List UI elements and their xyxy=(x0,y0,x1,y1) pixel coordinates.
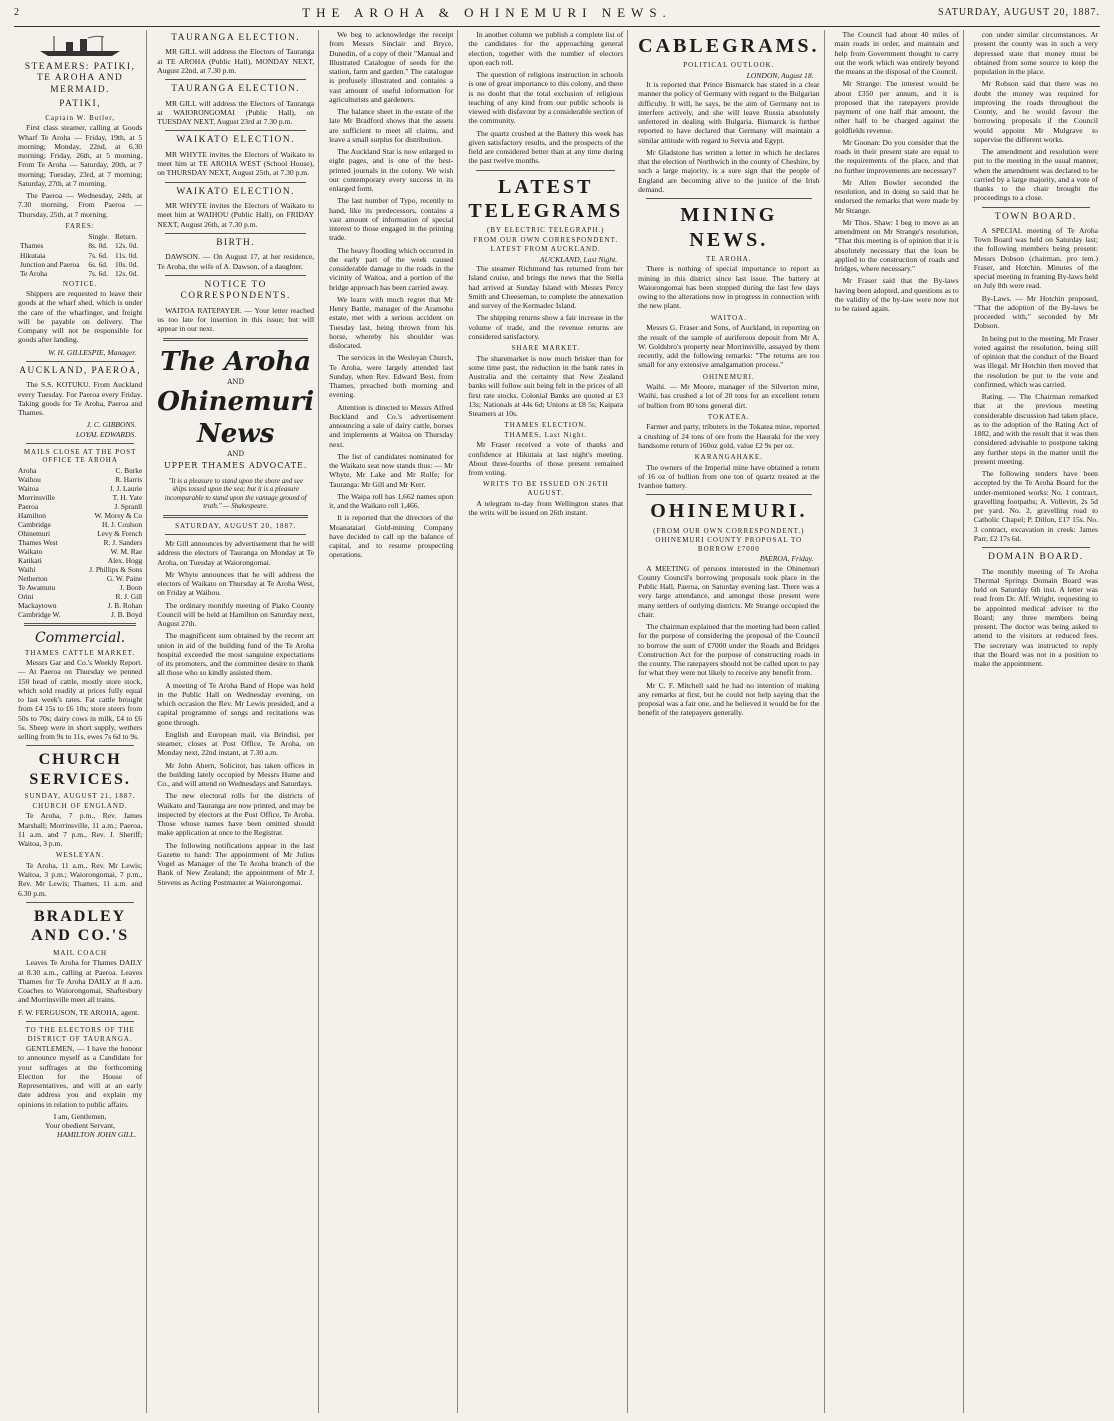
article-paragraph: The amendment and resolution were put to the meeting in the usual manner, when the amendment was declared to be carried by a large majority, and a vote of thanks to the chair brought the proceedings to a close. xyxy=(973,147,1098,203)
fares-row: Thames 8s. 0d. 12s. 0d. xyxy=(20,241,139,251)
loan-text: A MEETING of persons interested in the Ohinemuri County Council's borrowing proposals took place in the Public Hall, Paeroa, on Saturday evening last. There was a very large attendance, and amongst those present were many settlers of outlying districts. Mr Strange occupied the chair. xyxy=(638,563,820,619)
electors-text: GENTLEMEN, — I have the honour to announce myself as a Candidate for your suffrages at the forthcoming Election for the House of Representatives, and will at an early date address you and explain my opinions in relation to public affairs. xyxy=(18,1044,143,1109)
list-item: Paeroa J. Spranll xyxy=(18,502,143,512)
list-item: Ohinemuri Levy & French xyxy=(18,529,143,539)
electors-sign-1: I am, Gentlemen, xyxy=(53,1111,107,1121)
page-header xyxy=(14,0,1100,27)
motto: "It is a pleasure to stand upon the shore and see ships tossed upon the sea; but it is a pleasure incomparable to stand upon the vantage ground of truth." — Shakespeare. xyxy=(164,476,307,511)
fares-heading: FARES: xyxy=(65,221,95,230)
article-paragraph: The services in the Wesleyan Church, Te Aroha, were largely attended last Sunday, when Rev. Edward Best, from Thames, preached both morning and evening. xyxy=(329,353,454,400)
commercial-sub: THAMES CATTLE MARKET. xyxy=(25,648,136,657)
article-paragraph: We beg to acknowledge the receipt from Messrs Sinclair and Bryce, Dunedin, of a copy of their "Manual and Illustrated Catalogue of seeds for the station, farm and garden." The catalogue is profusely illustrated and contains a vast amount of useful information for agriculturists and gardeners. xyxy=(329,30,454,104)
divider xyxy=(165,182,306,183)
masthead-and-2: AND xyxy=(227,450,245,459)
column-4 xyxy=(464,30,628,1413)
article-paragraph: The ordinary monthly meeting of Piako County Council will be held at Hamilton on Saturday next, August 27th. xyxy=(157,600,315,629)
list-item: Waitoa J. J. Laurie xyxy=(18,483,143,493)
divider xyxy=(163,338,308,341)
auckland-heading: AUCKLAND, PAEROA, xyxy=(19,365,141,376)
patiki-heading: PATIKI, xyxy=(59,99,101,110)
gibbons-signature: J. C. GIBBONS. xyxy=(86,420,137,430)
church-date: SUNDAY, AUGUST 21, 1887. xyxy=(24,792,136,801)
masthead-and: AND xyxy=(227,378,245,387)
agent-signature: W. H. GILLESPIE, Manager. xyxy=(48,347,137,357)
telegram-paragraph: The steamer Richmond has returned from her Island cruise, and brings the news that the Stella had arrived at Sunday Island with Messrs Percy Smith and Cheeseman, to complete the annexation and survey of the Kermadec Island. xyxy=(468,264,624,311)
town-board-heading: TOWN BOARD. xyxy=(994,211,1077,222)
article-paragraph: The last number of Typo, recently to hand, like its predecessors, contains a vast amount of information of special interest to those engaged in the printing trade. xyxy=(329,196,454,243)
church-sub: CHURCH OF ENGLAND. xyxy=(32,801,128,810)
bradley-sub: MAIL COACH xyxy=(53,948,108,957)
loan-text-3: Mr C. F. Mitchell said he had no intention of making any remarks at first, but he could not help saying that the proposal was a fair one, and he believed it would be for the benefit of the ratepayers generally. xyxy=(638,680,820,718)
patiki-text: First class steamer, calling at Goods Wharf Te Aroha — Friday, 19th, at 5 morning; Monday, 22nd, at 6.30 morning; Friday, 26th, at 5 morning. From Te Aroha — Saturday, 20th, at 7 morning; Tuesday, 23rd, at 7 morning; Saturday, 27th, at 7 morning. xyxy=(18,123,143,188)
election4-heading: WAIKATO ELECTION. xyxy=(176,186,295,197)
article-paragraph: Attention is directed to Messrs Alfred Buckland and Co.'s advertisement announcing a sale of dairy cattle, horses and implements at Waitoa on Thursday next. xyxy=(329,402,454,449)
electors-sign-3: HAMILTON JOHN GILL. xyxy=(56,1130,137,1140)
article-paragraph: English and European mail, via Brindisi, per steamer, closes at Post Office, Te Aroha, on Monday next, 22nd instant, at 7.30 a.m. xyxy=(157,729,315,758)
bylaws-text: By-Laws. — Mr Hotchin proposed, "That the adoption of the By-laws be proceeded with," seconded by Mr Dobson. xyxy=(973,293,1098,331)
election1-heading: TAURANGA ELECTION. xyxy=(171,33,301,43)
latest-sub-1: (BY ELECTRIC TELEGRAPH.) xyxy=(486,226,605,235)
thames-text: Mr Fraser received a vote of thanks and confidence at Hikutaia at last night's meeting. About three-fourths of those present remained from voting. xyxy=(468,440,624,478)
divider xyxy=(646,198,811,199)
column-6 xyxy=(831,30,964,1413)
divider xyxy=(24,623,136,626)
list-item: Orini R. J. Gill xyxy=(18,592,143,602)
share-text: The sharemarket is now much brisker than for some time past, the reduction in the bank rates in Australia and the certainty that New Zealand banks will follow suit being felt in the prices of all first rate stocks. Colonial Banks are quoted at £3 13s; Nationals at 44s 6d; Unions at £8 5s; Kaipara Steamers at 10s. xyxy=(468,353,624,419)
article-paragraph: The Council had about 40 miles of main roads in order, and maintain and help from Government thought to carry out the work which was entirely beyond the means at the disposal of the Council. xyxy=(834,30,959,76)
loan-heading: OHINEMURI COUNTY PROPOSAL TO BORROW £7000 xyxy=(655,536,803,553)
column-7 xyxy=(970,30,1102,1413)
divider xyxy=(165,275,306,276)
share-heading: SHARE MARKET. xyxy=(511,344,580,353)
fergusson-text: F. W. FERGUSON, TE AROHA, agent. xyxy=(18,1007,140,1017)
commercial-heading: Commercial. xyxy=(34,630,126,647)
article-paragraph: Mr Thos. Shaw: I beg to move as an amendment on Mr Strange's resolution, "That this meeting is of opinion that it is absolutely necessary that the loan be applied to the construction of roads and bridges, where necessary." xyxy=(834,217,959,273)
divider xyxy=(646,494,811,495)
article-paragraph: The following notifications appear in the last Gazette to hand: The appointment of Mr Julius Vogel as Manager of the Te Aroha branch of the Bank of New Zealand; the appointment of Mr J. Stevens as Acting Postmaster at Waiorongomai. xyxy=(157,840,315,887)
karangahake-heading: KARANGAHAKE. xyxy=(694,453,763,462)
election3-heading: WAIKATO ELECTION. xyxy=(176,135,295,146)
loan-text-2: The chairman explained that the meeting had been called for the purpose of considering the proposal of the Council to borrow the sum of £7000 under the Roads and Bridges Construction Act for the purpose of constructing roads in the county. The ratepayers should not be called upon to pay for what they were not likely to receive any benefit from. xyxy=(638,622,820,678)
loan-dateline: PAEROA, Friday. xyxy=(759,554,814,564)
list-item: Netherton G. W. Paine xyxy=(18,574,143,584)
article-paragraph: Mr Allen Bowler seconded the resolution, and in doing so said that he endorsed the remarks that were made by Mr Strange. xyxy=(834,177,959,215)
list-item: Te Awamutu J. Boon xyxy=(18,583,143,593)
article-paragraph: The Auckland Star is now enlarged to eight pages, and is one of the best-printed journals in the colony. We wish our contemporary every success in its enlarged form. xyxy=(329,147,454,193)
correspondents-text: WAITOA RATEPAYER. — Your letter reached us too late for insertion in this issue; but will appear in our next. xyxy=(157,305,315,334)
correspondents-heading: NOTICE TO CORRESPONDENTS. xyxy=(180,279,291,302)
divider xyxy=(165,130,306,131)
mail-list xyxy=(18,466,142,620)
column-1 xyxy=(14,30,147,1413)
latest-telegrams-heading: LATEST TELEGRAMS xyxy=(468,175,624,222)
election2-text: MR GILL will address the Electors of Tauranga at WAIORONGOMAI (Public Hall), on TUESDAY NEXT, August 23rd at 7.30 p.m. xyxy=(157,98,315,127)
divider xyxy=(163,515,308,518)
divider xyxy=(982,207,1090,208)
town-board-text: A SPECIAL meeting of Te Aroha Town Board was held on Saturday last; the following members being present: Messrs Dobson (chairman, pro tem.) Fraser, and Hotchin. Minutes of the special meeting in framing By-laws held on July 8th were read. xyxy=(973,225,1098,291)
electors-sign-2: Your obedient Servant, xyxy=(45,1121,116,1131)
notice-text: Shippers are requested to leave their goods at the wharf shed, which is under the care of the wharfinger, and freight will be payable on delivery. The Company will not be responsible for goods after landing. xyxy=(18,289,143,345)
fares-row: Hikutaia 7s. 6d. 11s. 0d. xyxy=(20,250,138,260)
list-item: Katikati Alex. Hogg xyxy=(18,556,143,566)
bradley-heading: BRADLEY AND CO.'S xyxy=(31,907,130,945)
mining-heading: MINING NEWS. xyxy=(680,204,778,251)
divider xyxy=(476,170,615,171)
list-item: Hamilton W. Morey & Co xyxy=(18,511,143,521)
tokatea-heading: TOKATEA. xyxy=(707,412,750,421)
list-item: Mackaytown J. B. Rohan xyxy=(18,601,143,611)
divider xyxy=(165,534,306,535)
election2-heading: TAURANGA ELECTION. xyxy=(171,84,301,95)
bradley-text: Leaves Te Aroha for Thames DAILY at 8.30 a.m., calling at Paeroa. Leaves Thames for Te Aroha DAILY at 8 a.m. Coaches to Waiorongomai, Shaftesbury and Morrinsville meet all trains. xyxy=(18,958,143,1005)
list-item: Waihi J. Phillips & Sons xyxy=(18,565,143,575)
kotuku-text: The S.S. KOTUKU. From Auckland every Tuesday. For Paeroa every Friday. Taking goods for Te Aroha, Paeroa and Thames. xyxy=(18,380,143,418)
writs-text: A telegram to-day from Wellington states that the writs will be issued on 26th instant. xyxy=(468,498,624,517)
cables-text-2: Mr Gladstone has written a letter in which he declares that the election of Northwich in the county of Cheshire, by such a large majority, is a sure sign that the people of England are becoming alive to the justice of the Irish demand. xyxy=(638,147,820,194)
masthead-advocate: UPPER THAMES ADVOCATE. xyxy=(163,460,308,470)
page-number: 2 xyxy=(14,6,19,18)
divider xyxy=(26,902,134,903)
ohinemuri-heading: OHINEMURI. xyxy=(650,500,808,523)
article-paragraph: A meeting of Te Aroha Band of Hope was held in the Public Hall on Wednesday evening, on which occasion the Rev. Mr Lewis presided, and a capital programme of songs and recitations was gone through. xyxy=(157,680,315,727)
divider xyxy=(26,443,134,444)
electors-heading: TO THE ELECTORS OF THE DISTRICT OF TAURANGA. xyxy=(25,1025,135,1043)
article-paragraph: It is reported that the directors of the Moanataiari Gold-mining Company have decided to call up the balance of capital, and to resume prospecting operations. xyxy=(329,513,454,560)
article-paragraph: Mr John Ahern, Solicitor, has taken offices in the building lately occupied by Messrs Hume and Co., and will attend on Wednesdays and Saturdays. xyxy=(157,760,315,789)
cables-dateline: LONDON, August 18. xyxy=(746,70,814,80)
fares-header-row: Single. Return. xyxy=(88,232,137,242)
bylaws-text-2: In being put to the meeting, Mr Fraser voted against the resolution, being still of opinion that the conduct of the Board was illegal. Mr Hotchin then moved that the resolution be put to the vote and confirmed, which was carried. xyxy=(973,333,1098,389)
columns xyxy=(14,30,1102,1413)
accounts-text: The following tenders have been accepted by the Te Aroha Board for the under-mentioned works: No. 1 contract, gravelling footpaths; A. Vollevitt, 2s 5d per yard. No. 2, gravelling road to Catholic Chapel; P. Dillon, £17 15s. No. 3 contract, excavation in creek: James Parr, £2 17s 6d. xyxy=(973,469,1098,543)
article-paragraph: The heavy flooding which occurred in the early part of the week caused considerable damage to the roads in the vicinity of Waitoa, and a portion of the bridge approach has been carried away. xyxy=(329,245,454,292)
domain-board-heading: DOMAIN BOARD. xyxy=(988,552,1084,563)
birth-heading: BIRTH. xyxy=(216,237,256,248)
article-paragraph: We learn with much regret that Mr Henry Battle, manager of the Aramoho estate, met with a serious accident on Tuesday last, being thrown from his horse, whereby his shoulder was dislocated. xyxy=(329,294,454,350)
article-paragraph: Mr Goonan: Do you consider that the roads in their present state are equal to the requirements of the place, and that no further improvements are necessary? xyxy=(834,137,959,175)
masthead-ohinemuri: Ohinemuri News xyxy=(157,386,315,449)
steamer-icon xyxy=(36,34,124,58)
notice-heading: NOTICE. xyxy=(62,279,98,288)
article-paragraph: The question of religious instruction in schools is one of great importance to this colony, and there is no doubt that the total exclusion of religious teaching of any kind from our public schools is viewed with disfavour by a considerable section of the community. xyxy=(468,70,624,126)
ohinemuri-sub-heading: OHINEMURI. xyxy=(702,372,755,381)
thames-heading: THAMES ELECTION. xyxy=(504,421,587,430)
fares-table xyxy=(18,232,142,277)
article-paragraph: Mr Fraser said that the By-laws having been adopted, and questions as to the validity of the by-law were now not to be raised again. xyxy=(834,276,959,313)
list-item: Cambridge W. J. B. Boyd xyxy=(18,610,143,620)
election4-text: MR WHYTE invites the Electors of Waikato to meet him at WAIHOU (Public Hall), on FRIDAY NEXT, August 26th, at 7.30 p.m. xyxy=(157,201,315,229)
list-item: Waihou R. Harris xyxy=(18,474,143,484)
list-item: Aroha C. Burke xyxy=(18,465,143,475)
edwards-signature: LOYAL EDWARDS. xyxy=(75,429,137,439)
article-paragraph: In another column we publish a complete list of the candidates for the approaching general election, together with the number of electors upon each roll. xyxy=(468,30,624,67)
tokatea-text: Farmer and party, tributers in the Tokatea mine, reported a crushing of 24 tons of ore from the Hauraki for the very handsome return of 160oz gold, value £2 9s per oz. xyxy=(638,422,820,450)
patiki-captain: Captain W. Butler, xyxy=(45,113,116,122)
article-paragraph: The magnificent sum obtained by the recent art union in aid of the building fund of the Te Aroha hospital exceeded the most sanguine expectations of its promoters, and the committee desire to thank all those who so kindly assisted them. xyxy=(157,631,315,678)
divider xyxy=(26,745,134,746)
mail-list-heading: MAILS CLOSE AT THE POST OFFICE TE AROHA xyxy=(23,447,137,465)
article-paragraph: Mr Strange: The interest would be about £350 per annum, and it is proposed that the ratepayers provide payment of one half that amount, the other half to be charged against the goldfields revenue. xyxy=(834,79,959,135)
list-item: Thames West R. J. Sanders xyxy=(18,538,143,548)
list-item: Waikato W. M. Rae xyxy=(18,547,143,557)
article-paragraph: con under similar circumstances. At present the county was in such a very depressed state that money must be obtained from some source to keep the population in the place. xyxy=(973,30,1098,76)
article-paragraph: The list of candidates nominated for the Waikato seat now stands thus: — Mr Whyte, Mr Lake and Mr Rolfe; for Tauranga: Mr Gill and Mr Kerr. xyxy=(329,451,454,489)
church-heading: CHURCH SERVICES. xyxy=(29,751,131,788)
election1-text: MR GILL will address the Electors of Tauranga at TE AROHA (Public Hall), MONDAY NEXT, August 22nd, at 7.30 p.m. xyxy=(157,47,315,75)
divider xyxy=(165,79,306,80)
fares-row: Junction and Paeroa 6s. 6d. 10s. 0d. xyxy=(20,259,139,269)
column-3 xyxy=(325,30,458,1413)
divider xyxy=(165,233,306,234)
cables-text: It is reported that Prince Bismarck has stated in a clear manner the policy of Germany with regard to the Bulgarian difficulty. It will, he says, be the aim of Germany not to interfere actively, and she will leave Russia absolutely unfettered in dealing with Bulgaria. Bismarck is further reported to have declared that Germany will maintain a similar attitude with regard to Servia and Egypt. xyxy=(638,80,820,145)
masthead xyxy=(157,347,314,471)
cablegrams-heading: CABLEGRAMS. xyxy=(638,35,820,57)
waitoa-heading: WAITOA. xyxy=(710,313,747,322)
commercial-text: Messrs Gar and Co.'s Weekly Report. — At Paeroa on Thursday we penned 150 head of cattle, mostly store stock, which sold readily at prices fully equal to last week's rates. Fat cattle brought from £4 15s to £6 10s; store steers from 50s to 70s; dairy cows in milk, £4 to £6 5s. Sheep were in short supply, wethers selling from 9s to 11s, ewes 7s 6d to 9s. xyxy=(18,658,143,742)
issue-date: SATURDAY, AUGUST 20, 1887. xyxy=(938,6,1100,18)
column-5 xyxy=(634,30,824,1413)
paeroa-text: The Paeroa — Wednesday, 24th, at 7.30 morning. From Paeroa — Thursday, 25th, at 7 morning. xyxy=(18,191,143,219)
election3-text: MR WHYTE invites the Electors of Waikato to meet him at TE AROHA WEST (School House), on THURSDAY NEXT, August 25th, at 7.30 p.m. xyxy=(157,149,315,178)
latest-sub-3: LATEST FROM AUCKLAND. xyxy=(490,245,601,254)
wesleyan-sub: WESLEYAN. xyxy=(55,851,105,860)
date-line: SATURDAY, AUGUST 20, 1887. xyxy=(175,521,297,530)
telegram-paragraph: The shipping returns show a fair increase in the volume of trade, and the revenue returns are considered satisfactory. xyxy=(468,313,624,341)
birth-text: DAWSON. — On August 17, at her residence, Te Aroha, the wife of A. Dawson, of a daughter. xyxy=(157,252,315,271)
ohinemuri-correspondent: (FROM OUR OWN CORRESPONDENT.) xyxy=(653,526,805,535)
shipping-heading: STEAMERS: PATIKI, TE AROHA AND MERMAID. xyxy=(24,62,136,95)
divider xyxy=(26,1021,134,1022)
wesleyan-text: Te Aroha, 11 a.m., Rev. Mr Lewis; Waitoa, 3 p.m.; Waiorongomai, 7 p.m., Rev. Mr Lewis; Thames, 11 a.m. and 6.30 p.m. xyxy=(18,860,143,898)
article-paragraph: The quartz crushed at the Battery this week has given satisfactory results, and the prospects of the field are considered better than at any time during the past twelve months. xyxy=(468,128,624,166)
article-paragraph: Mr Whyte announces that he will address the electors of Waikato on Thursday at Te Aroha West, on Friday at Waihou. xyxy=(157,569,315,598)
domain-board-text: The monthly meeting of Te Aroha Thermal Springs Domain Board was held on Saturday 6th inst. A letter was read from Dr. Alf. Wright, requesting to be appointed medical adviser to the Board; any three members being present. The doctor was being asked to attend to the visitors at reduced fees. The secretary was instructed to reply that the Board was not in a position to make the appointment. xyxy=(973,566,1098,669)
church-text: Te Aroha, 7 p.m., Rev. James Marshall; Morrinsville, 11 a.m.; Paeroa, 11 a.m. and 7 p.m., Rev. J. Sheriff; Waitoa, 3 p.m. xyxy=(18,811,143,849)
divider xyxy=(26,361,134,362)
writs-heading: WRITS TO BE ISSUED ON 26TH AUGUST. xyxy=(483,480,609,497)
dateline: AUCKLAND, Last Night. xyxy=(539,254,618,264)
fares-row: Te Aroha 7s. 6d. 12s. 0d. xyxy=(20,268,139,278)
karangahake-text: The owners of the Imperial mine have obtained a return of 16 oz of bullion from one ton of quartz treated at the Ivanhoe battery. xyxy=(638,462,820,491)
column-2 xyxy=(153,30,319,1413)
thames-sub: THAMES, Last Night. xyxy=(504,430,588,439)
divider xyxy=(982,547,1090,548)
cables-sub: POLITICAL OUTLOOK. xyxy=(683,61,775,70)
rating-text: Rating. — The Chairman remarked that at the previous meeting considerable discussion had taken place, as to the adoption of the Rating Act of 1882, and with the result that it was then considered advisable to postpone taking any further steps in the matter until the present meeting. xyxy=(973,392,1098,466)
mining-text: There is nothing of special importance to report as mining in this district since last issue. The battery at Waiorongomai has been stopped during the last few days owing to the alterations now in progress in connection with the new plant. xyxy=(638,264,820,311)
masthead-aroha: The Aroha xyxy=(160,346,312,377)
list-item: Cambridge H. J. Coulson xyxy=(18,520,143,530)
article-paragraph: The balance sheet in the estate of the late Mr Bradford shows that the assets are sufficient to meet all claims, and leave a small surplus for distribution. xyxy=(329,107,454,144)
list-item: Morrinsville T. H. Yate xyxy=(18,493,143,502)
mining-sub: TE AROHA. xyxy=(706,254,752,263)
ohinemuri-text: Waihi. — Mr Moore, manager of the Silverton mine, Waihi, has crushed a lot of 20 tons for an excellent return of bullion from 80 tons general dirt. xyxy=(638,382,820,410)
waitoa-text: Messrs G. Fraser and Sons, of Auckland, in reporting on the result of the sample of auriferous deposit from Mr A. W. Goldsbro's property near Morrinsville, assayed by them recently, add the following remarks: "The returns are too small for any extensive amalgamation process." xyxy=(638,323,820,370)
latest-sub-2: FROM OUR OWN CORRESPONDENT. xyxy=(473,235,619,244)
article-paragraph: Mr Gill announces by advertisement that he will address the electors of Tauranga on Monday at Te Aroha, on Tuesday at Waiorongomai. xyxy=(157,539,315,567)
article-paragraph: The Waipa roll has 1,662 names upon it, and the Waikato roll 1,466. xyxy=(329,491,454,510)
newspaper-title: THE AROHA & OHINEMURI NEWS. xyxy=(302,5,672,21)
article-paragraph: The new electoral rolls for the districts of Waikato and Tauranga are now printed, and may be inspected by electors at the Post Office, Te Aroha. Those whose names have been omitted should make application at once to the Registrar. xyxy=(157,791,315,838)
article-paragraph: Mr Robson said that there was no doubt the money was required for improving the roads throughout the County, and he would favour the borrowing proposals if the Council would appoint Mr Mulgrave to supervise the different works. xyxy=(973,79,1098,144)
